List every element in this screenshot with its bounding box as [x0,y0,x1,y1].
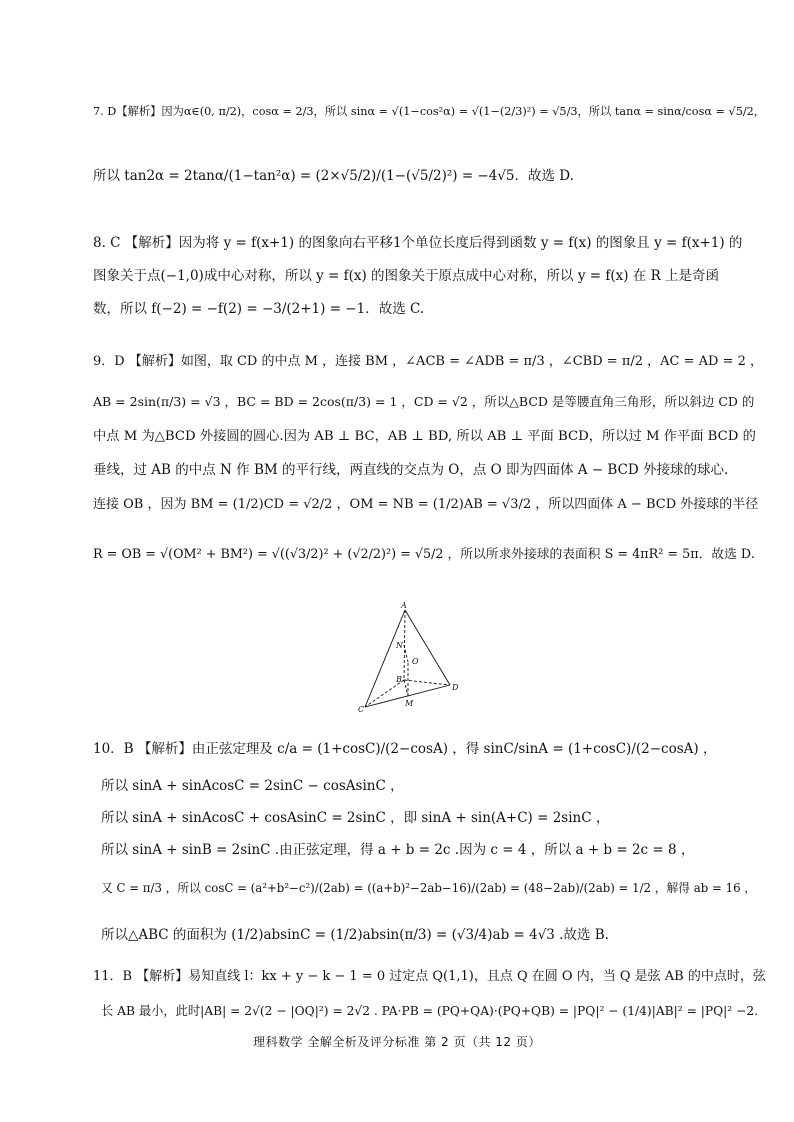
p7-line-1: 7. D【解析】因为α∈(0, π/2)，cosα = 2/3，所以 sinα = √(1−cos²α) = √(1−(2/3)²) = √5/3，所以 tanα = sinα/cosα = √5/2， [93,105,766,118]
p9-line-3: 中点 M 为△BCD 外接圆的圆心.因为 AB ⊥ BC，AB ⊥ BD, 所以 AB ⊥ 平面 BCD，所以过 M 作平面 BCD 的 [93,429,756,444]
p10-line-6: 所以△ABC 的面积为 (1/2)absinC = (1/2)absin(π/3) = (√3/4)ab = 4√3 .故选 B. [101,927,609,943]
p11-line-2: 长 AB 最小，此时|AB| = 2√(2 − |OQ|²) = 2√2 . PA·PB = (PQ+QA)·(PQ+QB) = |PQ|² − (1/4)|AB|² = |PQ|² −2. [101,1004,759,1018]
edge-AC [365,610,405,707]
p9-line-1: 9．D 【解析】如图，取 CD 的中点 M ，连接 BM ，∠ACB = ∠ADB = π/3 ，∠CBD = π/2 ，AC = AD = 2 ， [93,354,764,369]
label-D: D [452,683,459,692]
p8-line-3: 数，所以 f(−2) = −f(2) = −3/(2+1) = −1．故选 C. [93,301,425,317]
label-B: B [396,675,402,684]
p10-line-5: 又 C = π/3 ，所以 cosC = (a²+b²−c²)/(2ab) = ((a+b)²−2ab−16)/(2ab) = (48−2ab)/(2ab) = 1/2 ，解得 ab = 16 ， [101,881,757,895]
label-C: C [358,705,365,714]
p10-line-1: 10．B 【解析】由正弦定理及 c/a = (1+cosC)/(2−cosA) ，得 sinC/sinA = (1+cosC)/(2−cosA) ， [93,741,717,757]
tetrahedron-figure [355,600,465,715]
label-N: N [396,641,403,650]
p7-line-2: 所以 tan2α = 2tanα/(1−tan²α) = (2×√5/2)/(1−(√5/2)²) = −4√5．故选 D. [93,168,574,184]
p10-line-2: 所以 sinA + sinAcosC = 2sinC − cosAsinC ， [101,778,404,794]
p9-line-6: R = OB = √(OM² + BM²) = √((√3/2)² + (√2/2)²) = √5/2 ，所以所求外接球的表面积 S = 4πR² = 5π．故选 D. [93,547,755,562]
p9-line-4: 垂线，过 AB 的中点 N 作 BM 的平行线，两直线的交点为 O，点 O 即为四面体 A − BCD 外接球的球心. [93,462,729,478]
p8-line-2: 图象关于点(−1,0)成中心对称，所以 y = f(x) 的图象关于原点成中心对称，所以 y = f(x) 在 R 上是奇函 [93,268,720,284]
edge-BD [404,680,450,685]
label-A: A [401,601,407,610]
p11-line-1: 11．B 【解析】易知直线 l：kx + y − k − 1 = 0 过定点 Q(1,1)，且点 Q 在圆 O 内，当 Q 是弦 AB 的中点时，弦 [93,969,766,984]
p9-line-2: AB = 2sin(π/3) = √3 ，BC = BD = 2cos(π/3) = 1 ，CD = √2 ，所以△BCD 是等腰直角三角形，所以斜边 CD 的 [93,394,755,409]
p10-line-4: 所以 sinA + sinB = 2sinC .由正弦定理，得 a + b = 2c .因为 c = 4 ，所以 a + b = 2c = 8 ， [101,842,695,858]
page-footer: 理科数学 全解全析及评分标准 第 2 页（共 12 页） [253,1035,541,1049]
p10-line-3: 所以 sinA + sinAcosC + cosAsinC = 2sinC ，即 sinA + sin(A+C) = 2sinC ， [101,810,610,826]
label-M: M [405,699,414,708]
segment-NO [404,645,408,662]
label-O: O [412,657,419,666]
segment-BM [404,680,408,696]
edge-AD [405,610,450,685]
p9-line-5: 连接 OB ，因为 BM = (1/2)CD = √2/2 ，OM = NB = (1/2)AB = √3/2 ，所以四面体 A − BCD 外接球的半径 [93,497,759,512]
p8-line-1: 8. C 【解析】因为将 y = f(x+1) 的图象向右平移1个单位长度后得到函数 y = f(x) 的图象且 y = f(x+1) 的 [93,235,743,251]
